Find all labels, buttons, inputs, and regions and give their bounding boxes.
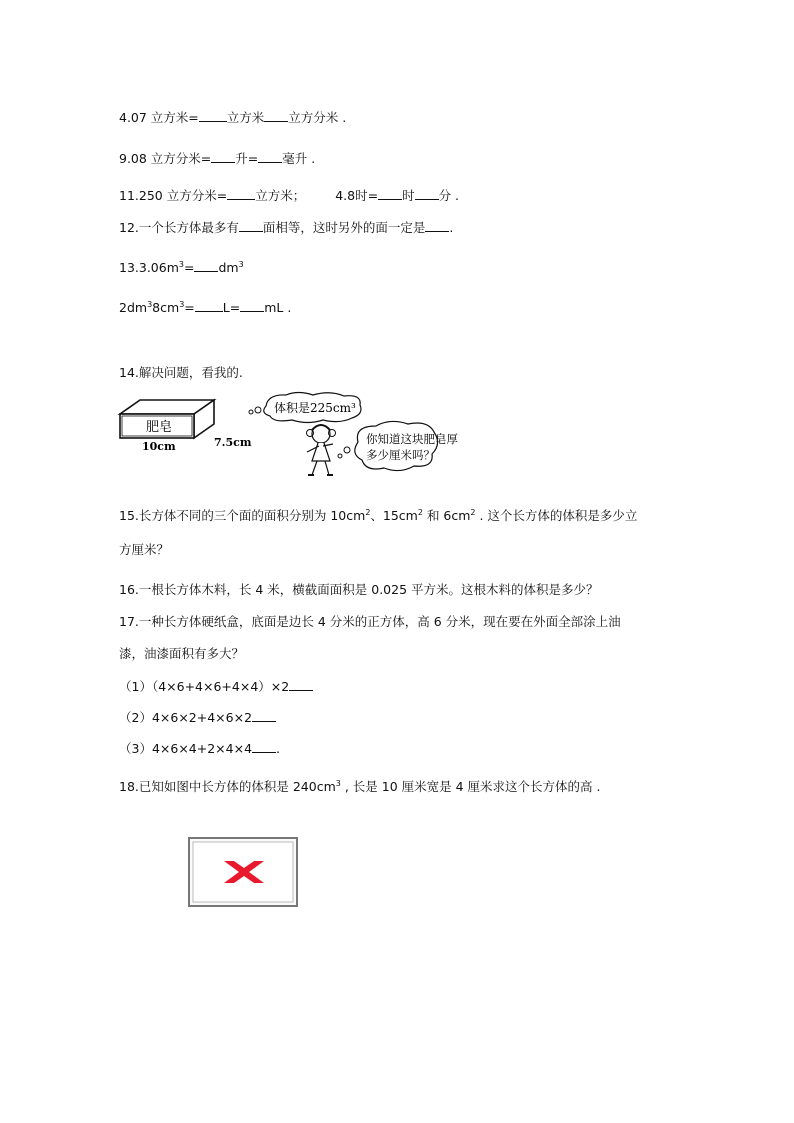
answer-blank[interactable] [252, 709, 276, 722]
q13-text-c: = [183, 260, 195, 275]
q18-text-c: , 长是 10 厘米宽是 4 厘米求这个长方体的高 . [340, 779, 601, 794]
bubble-question-line1: 你知道这块肥皂厚 [366, 432, 458, 446]
q407-text-b: 立方米 [226, 110, 265, 125]
q13-sup-a: 3 [178, 260, 184, 269]
q13b-text-c: 8cm [152, 300, 180, 315]
q14-text: 14.解决问题，看我的. [119, 365, 243, 380]
question-11 [119, 187, 459, 204]
q15-text-d: . 这个长方体的体积是多少立 [475, 508, 638, 523]
q17-option-3-text: （3）4×6×4+2×4×4 [119, 741, 253, 756]
question-13 [119, 257, 244, 276]
answer-blank[interactable] [258, 150, 282, 163]
q13b-sup-a: 3 [147, 300, 153, 309]
q12-text-a: 12.一个长方体最多有 [119, 220, 239, 235]
answer-blank[interactable] [211, 150, 235, 163]
answer-blank[interactable] [252, 740, 276, 753]
soap-length: 10cm [142, 440, 176, 453]
q13b-text-g: mL . [264, 300, 292, 315]
answer-blank[interactable] [195, 299, 223, 312]
q11-text-d: 时 [402, 188, 415, 203]
q17-text-line2: 漆，油漆面积有多大？ [119, 646, 245, 661]
answer-blank[interactable] [415, 187, 439, 200]
q15-sup-3: 2 [470, 508, 476, 517]
q17-option-2-text: （2）4×6×2+4×6×2 [119, 710, 253, 725]
q908-text-a: 9.08 立方分米= [119, 151, 212, 166]
q407-text-a: 4.07 立方米= [119, 110, 199, 125]
q908-text-b: 升= [235, 151, 259, 166]
question-17-line1 [119, 614, 621, 630]
q13-text-a: 13.3.06m [119, 260, 179, 275]
soap-label: 肥皂 [146, 420, 173, 435]
answer-blank[interactable] [425, 219, 449, 232]
question-17-option-3 [119, 740, 280, 757]
q16-text: 16.一根长方体木料，长 4 米，横截面面积是 0.025 平方米。这根木料的体积是多少？ [119, 582, 599, 597]
question-15-line2 [119, 542, 169, 558]
q13-sup-b: 3 [238, 260, 244, 269]
q15-text-a: 15.长方体不同的三个面的面积分别为 10cm [119, 508, 366, 523]
q11-text-b: 立方米； [255, 188, 306, 203]
answer-blank[interactable] [239, 219, 263, 232]
question-16 [119, 582, 599, 598]
answer-blank[interactable] [240, 299, 264, 312]
answer-blank[interactable] [289, 678, 313, 691]
question-4-07 [119, 109, 346, 126]
q17-option-1-text: （1）（4×6+4×6+4×4）×2 [119, 679, 290, 694]
q15-text-line2: 方厘米？ [119, 542, 170, 557]
q13b-text-f: L= [222, 300, 241, 315]
q18-text-a: 18.已知如图中长方体的体积是 240cm [119, 779, 336, 794]
q11-text-e: 分 . [438, 188, 460, 203]
q15-sup-2: 2 [417, 508, 423, 517]
q18-sup: 3 [335, 779, 341, 788]
q11-text-c: 4.8时= [335, 188, 379, 203]
question-9-08 [119, 150, 315, 167]
q908-text-c: 毫升 . [282, 151, 316, 166]
q17-option-3-end: . [276, 741, 281, 756]
question-12 [119, 219, 453, 236]
thought-bubble-question [338, 421, 438, 470]
q15-sup-1: 2 [365, 508, 371, 517]
question-18 [119, 776, 600, 795]
q13b-sup-b: 3 [179, 300, 185, 309]
bubble-volume-text: 体积是225cm³ [274, 401, 356, 415]
q15-text-b: 、15cm [370, 508, 418, 523]
question-13b [119, 297, 291, 316]
q13b-text-e: = [184, 300, 195, 315]
question-15-line1 [119, 505, 637, 524]
answer-blank[interactable] [378, 187, 402, 200]
q11-text-a: 11.250 立方分米= [119, 188, 228, 203]
answer-blank[interactable] [227, 187, 255, 200]
answer-blank[interactable] [194, 259, 218, 272]
q407-text-c: 立方分米 . [288, 110, 347, 125]
bubble-question-line2: 多少厘米吗？ [366, 448, 435, 462]
q15-text-c: 和 6cm [422, 508, 471, 523]
question-17-line2 [119, 646, 244, 662]
soap-figure [118, 392, 458, 492]
question-17-option-1 [119, 678, 313, 695]
q13-text-d: dm [218, 260, 239, 275]
question-17-option-2 [119, 709, 276, 726]
q17-text-line1: 17.一种长方体硬纸盒，底面是边长 4 分米的正方体，高 6 分米，现在要在外面全部涂上油 [119, 614, 621, 629]
broken-image-placeholder [188, 837, 298, 907]
q12-text-b: 面相等，这时另外的面一定是 [262, 220, 426, 235]
girl-figure [307, 425, 336, 475]
answer-blank[interactable] [199, 109, 227, 122]
q13b-text-a: 2dm [119, 300, 148, 315]
question-14 [119, 365, 243, 381]
q12-text-c: . [449, 220, 454, 235]
soap-width: 7.5cm [214, 436, 252, 449]
answer-blank[interactable] [264, 109, 288, 122]
